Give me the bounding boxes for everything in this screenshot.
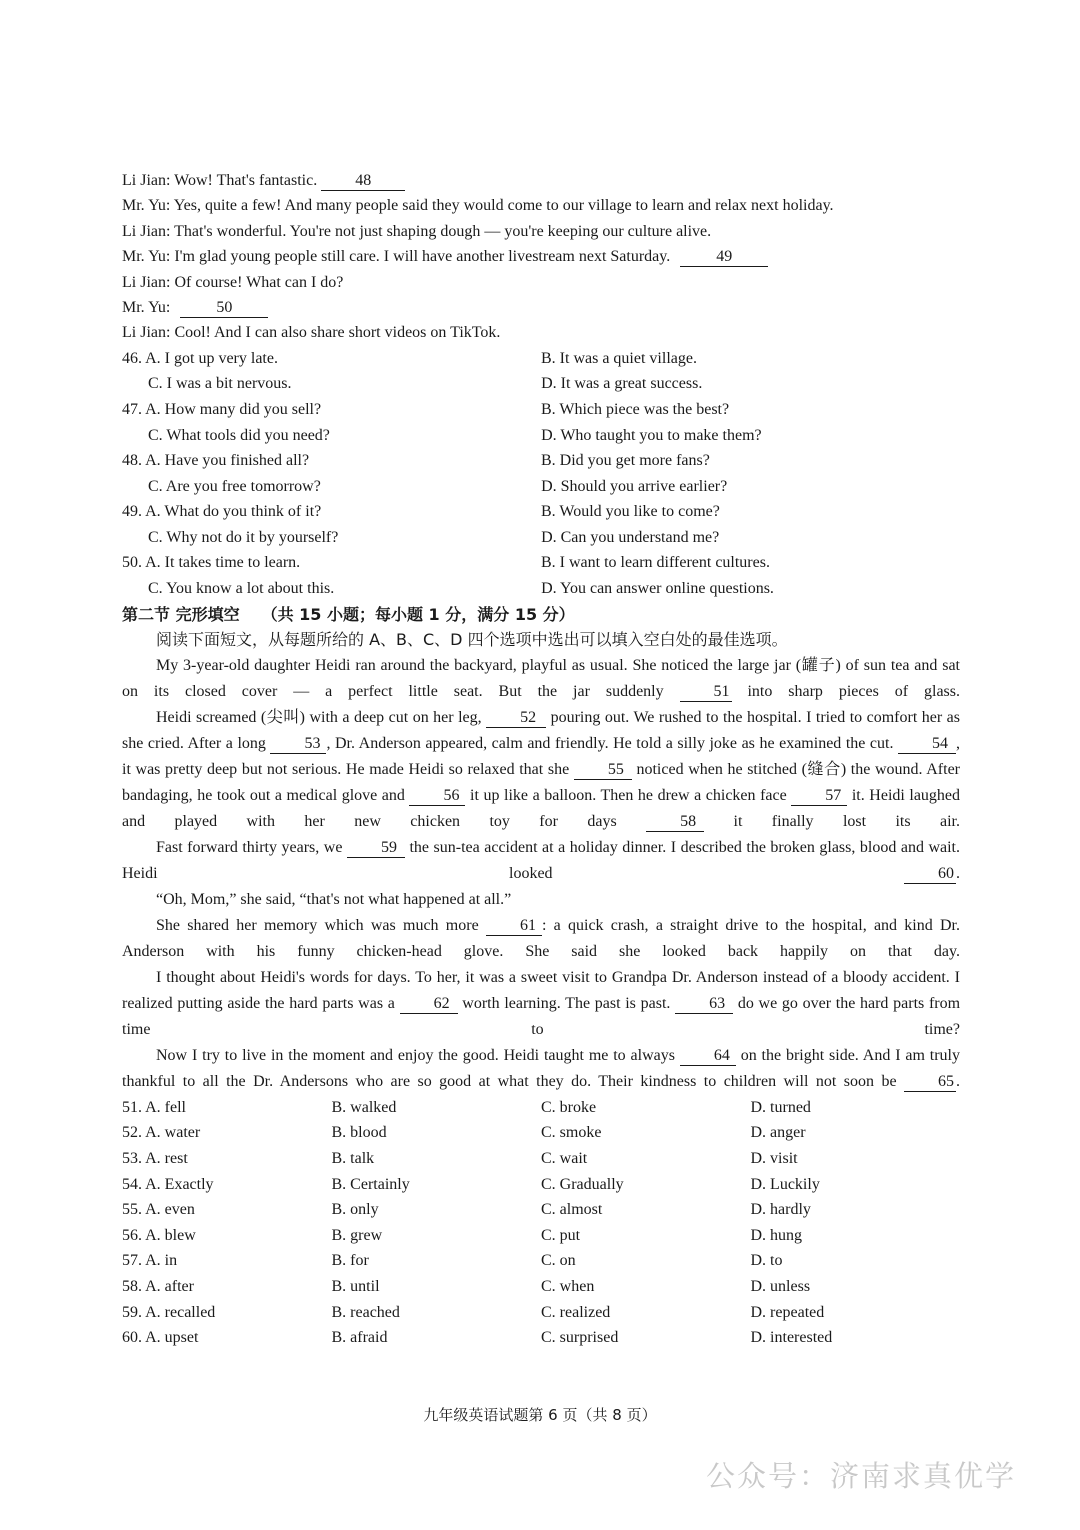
answer-blank: 55	[574, 761, 632, 780]
answer-blank: 54	[898, 735, 956, 754]
option-row	[122, 1146, 960, 1172]
dialogue-line: Li Jian: That's wonderful. You're not just shaping dough — you're keeping our culture alive.	[122, 222, 712, 240]
option-d: D. Who taught you to make them?	[541, 426, 762, 444]
option-d: D. hung	[750, 1226, 803, 1244]
option-row	[122, 397, 960, 423]
option-a: 55. A. even	[122, 1201, 195, 1219]
option-d: D. Should you arrive earlier?	[541, 477, 728, 495]
option-row	[122, 576, 960, 602]
dialogue-line: Li Jian: Of course! What can I do?	[122, 273, 344, 291]
option-b: B. It was a quiet village.	[541, 349, 697, 367]
option-d: D. hardly	[750, 1201, 811, 1219]
answer-blank: 52	[486, 709, 546, 728]
option-b: B. grew	[331, 1226, 383, 1244]
option-d: D. Luckily	[750, 1175, 820, 1193]
option-c: C. when	[541, 1278, 595, 1296]
option-c: C. You know a lot about this.	[148, 580, 335, 598]
cloze-options	[122, 1095, 960, 1351]
answer-blank: 50	[180, 299, 268, 318]
answer-blank: 65	[904, 1073, 956, 1092]
dialogue-line: Mr. Yu: I'm glad young people still care. I will have another livestream next Saturday. 49	[122, 244, 960, 269]
option-d: D. repeated	[750, 1303, 825, 1321]
option-c: C. realized	[541, 1303, 611, 1321]
option-c: C. broke	[541, 1098, 597, 1116]
option-d: D. interested	[750, 1329, 833, 1347]
option-d: D. turned	[750, 1098, 811, 1116]
option-row	[122, 448, 960, 474]
answer-blank: 62	[400, 995, 458, 1014]
dialogue-line: Mr. Yu: 50	[122, 295, 960, 320]
option-b: B. Would you like to come?	[541, 503, 720, 521]
dialogue-line: Li Jian: Cool! And I can also share short videos on TikTok.	[122, 324, 501, 342]
option-a: 51. A. fell	[122, 1098, 186, 1116]
option-c: C. surprised	[541, 1329, 619, 1347]
option-a: 56. A. blew	[122, 1226, 196, 1244]
option-c: C. Gradually	[541, 1175, 624, 1193]
option-a: 47. A. How many did you sell?	[122, 400, 322, 418]
dialogue	[122, 168, 960, 346]
option-b: B. I want to learn different cultures.	[541, 554, 770, 572]
option-d: D. to	[750, 1252, 783, 1270]
section-instruction: 阅读下面短文，从每题所给的 A、B、C、D 四个选项中选出可以填入空白处的最佳选项。	[156, 630, 788, 650]
option-d: D. It was a great success.	[541, 375, 703, 393]
option-b: B. walked	[331, 1098, 397, 1116]
option-row	[122, 1300, 960, 1326]
answer-blank: 60	[904, 865, 956, 884]
answer-blank: 63	[675, 995, 733, 1014]
paragraph: My 3-year-old daughter Heidi ran around the backyard, playful as usual. She noticed the large jar (罐子) of sun tea and sat on its closed cover — a perfect little seat. But the jar suddenly 51 into sharp pieces of glass.	[122, 656, 960, 700]
option-c: C. wait	[541, 1150, 588, 1168]
option-d: D. unless	[750, 1278, 811, 1296]
option-d: D. anger	[750, 1124, 806, 1142]
option-c: C. almost	[541, 1201, 603, 1219]
option-row	[122, 1197, 960, 1223]
page-footer: 九年级英语试题第 6 页（共 8 页）	[423, 1406, 657, 1424]
option-a: 49. A. What do you think of it?	[122, 503, 322, 521]
option-row	[122, 525, 960, 551]
option-row	[122, 550, 960, 576]
option-row	[122, 1325, 960, 1351]
answer-blank: 59	[347, 839, 405, 858]
option-d: D. You can answer online questions.	[541, 580, 774, 598]
option-b: B. Did you get more fans?	[541, 452, 710, 470]
cloze-passage	[122, 653, 960, 1095]
option-d: D. visit	[750, 1150, 798, 1168]
option-row	[122, 1248, 960, 1274]
dialogue-line: Li Jian: Wow! That's fantastic. 48	[122, 168, 960, 193]
option-b: B. reached	[331, 1303, 400, 1321]
option-b: B. Certainly	[331, 1175, 410, 1193]
option-c: C. smoke	[541, 1124, 602, 1142]
option-a: 48. A. Have you finished all?	[122, 452, 310, 470]
option-b: B. talk	[331, 1150, 375, 1168]
option-a: 52. A. water	[122, 1124, 201, 1142]
option-row	[122, 1120, 960, 1146]
option-row	[122, 1172, 960, 1198]
option-row	[122, 423, 960, 449]
option-b: B. only	[331, 1201, 379, 1219]
option-b: B. Which piece was the best?	[541, 400, 730, 418]
option-row	[122, 1095, 960, 1121]
option-a: 58. A. after	[122, 1278, 194, 1296]
paragraph: She shared her memory which was much more 61 : a quick crash, a straight drive to the hospital, and kind Dr. Anderson with his funny chicken-head glove. She said she looked back happily on that day.	[122, 916, 961, 960]
option-b: B. blood	[331, 1124, 387, 1142]
option-row	[122, 474, 960, 500]
option-b: B. for	[331, 1252, 369, 1270]
exam-page	[122, 168, 960, 1351]
option-a: 60. A. upset	[122, 1329, 199, 1347]
paragraph: Now I try to live in the moment and enjoy the good. Heidi taught me to always 64 on the bright side. And I am truly thankful to all the Dr. Andersons who are so good at what they do. Their kindness to children will not soon be 65 .	[122, 1046, 961, 1090]
option-a: 59. A. recalled	[122, 1303, 216, 1321]
paragraph: Fast forward thirty years, we 59 the sun-tea accident at a holiday dinner. I described the broken glass, blood and wait. Heidi looked 60 .	[122, 838, 961, 882]
option-c: C. on	[541, 1252, 576, 1270]
dialogue-options	[122, 346, 960, 602]
watermark: 公众号：济南求真优学	[706, 1459, 1017, 1493]
option-c: C. Are you free tomorrow?	[148, 477, 321, 495]
option-a: 57. A. in	[122, 1252, 178, 1270]
option-row	[122, 371, 960, 397]
option-row	[122, 346, 960, 372]
paragraph: I thought about Heidi's words for days. To her, it was a sweet visit to Grandpa Dr. Anderson instead of a bloody accident. I realized putting aside the hard parts was a 62 worth learning. The past is past. 63 do we go over the hard parts from time to time?	[122, 968, 961, 1038]
answer-blank: 49	[680, 248, 768, 267]
dialogue-line: Mr. Yu: Yes, quite a few! And many people said they would come to our village to learn and relax next holiday.	[122, 197, 834, 215]
option-b: B. afraid	[331, 1329, 388, 1347]
section-title: 第二节 完形填空 （共 15 小题；每小题 1 分，满分 15 分）	[122, 604, 575, 624]
paragraph: Heidi screamed (尖叫) with a deep cut on her leg, 52 pouring out. We rushed to the hospital. I tried to comfort her as she cried. After a long 53 , Dr. Anderson appeared, calm and friendly. He told a silly joke as he examined the cut. 54 , it was pretty deep but not serious. He made Heidi so relaxed that she 55 noticed when he stitched (缝合) the wound. After bandaging, he took out a medical glove and 56 it up like a balloon. Then he drew a chicken face 57 it. Heidi laughed and played with her new chicken toy for days 58 it finally lost its air.	[122, 708, 961, 830]
option-c: C. put	[541, 1226, 581, 1244]
answer-blank: 48	[321, 172, 405, 191]
paragraph: “Oh, Mom,” she said, “that's not what happened at all.”	[156, 890, 512, 908]
option-c: C. What tools did you need?	[148, 426, 330, 444]
option-a: 53. A. rest	[122, 1150, 188, 1168]
option-a: 46. A. I got up very late.	[122, 349, 278, 367]
answer-blank: 53	[270, 735, 326, 754]
option-row	[122, 499, 960, 525]
answer-blank: 61	[486, 917, 542, 936]
answer-blank: 64	[680, 1047, 736, 1066]
option-a: 50. A. It takes time to learn.	[122, 554, 301, 572]
option-b: B. until	[331, 1278, 380, 1296]
option-c: C. Why not do it by yourself?	[148, 528, 339, 546]
option-row	[122, 1223, 960, 1249]
answer-blank: 51	[680, 683, 732, 702]
answer-blank: 56	[409, 787, 465, 806]
answer-blank: 58	[646, 813, 704, 832]
option-row	[122, 1274, 960, 1300]
option-a: 54. A. Exactly	[122, 1175, 214, 1193]
option-c: C. I was a bit nervous.	[148, 375, 292, 393]
option-d: D. Can you understand me?	[541, 528, 720, 546]
answer-blank: 57	[791, 787, 847, 806]
